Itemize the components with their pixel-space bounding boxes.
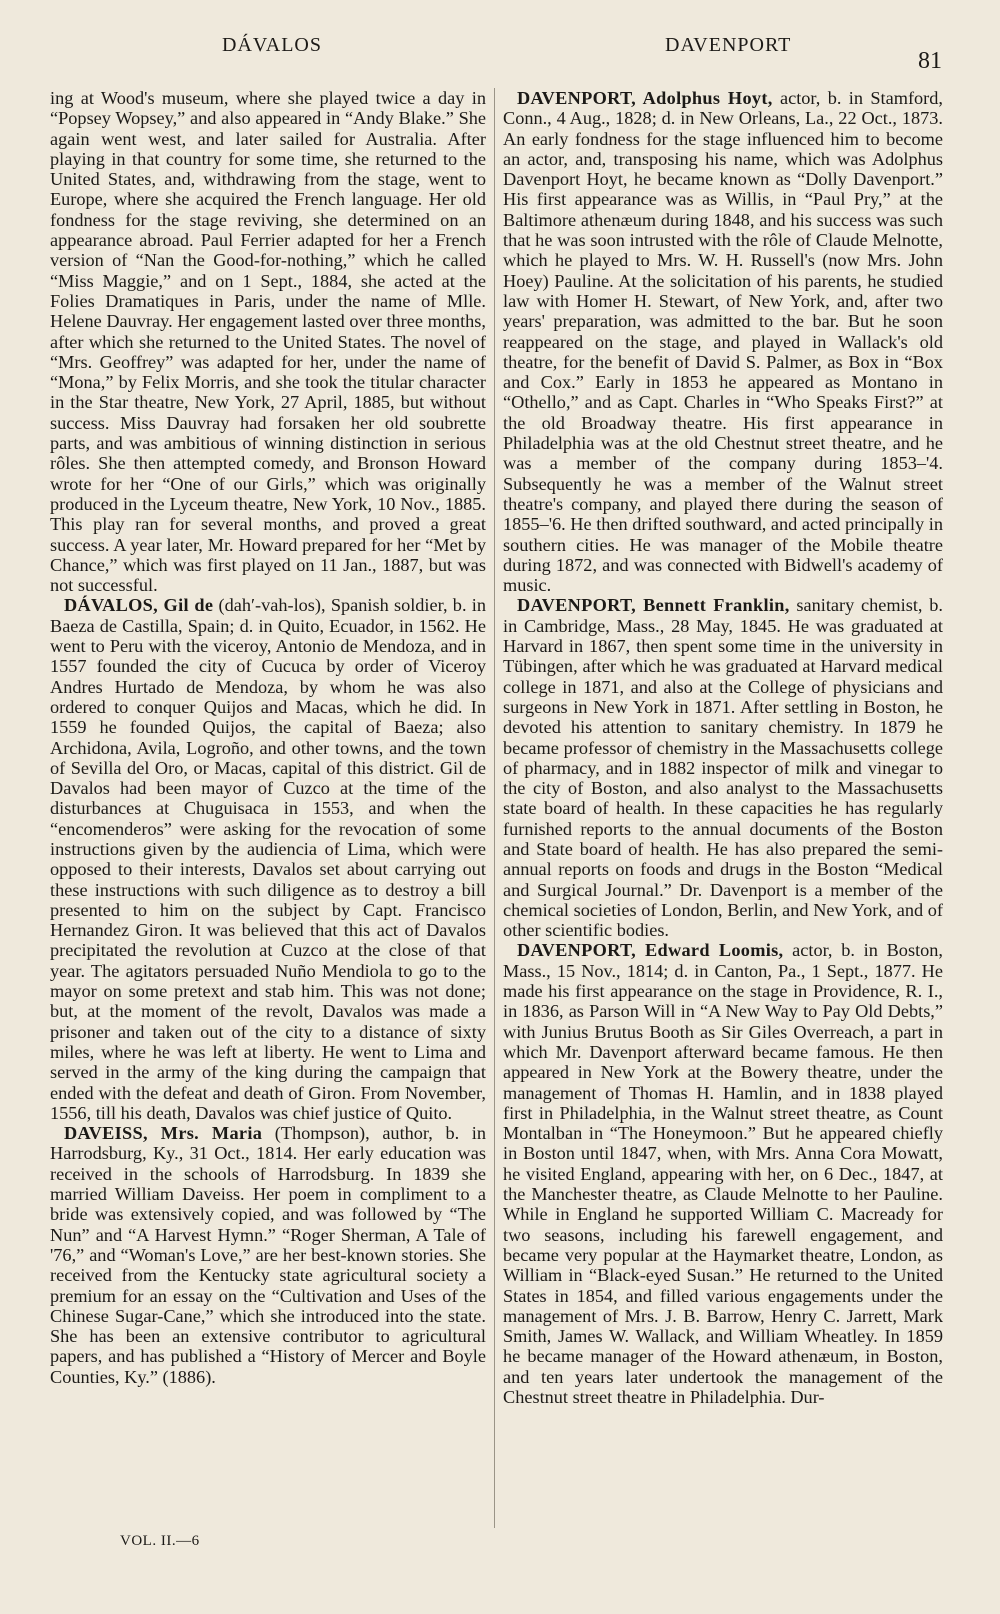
entry-text: (Thompson), author, b. in Harrodsburg, Ky., 31 Oct., 1814. Her early education was received in the schools of Harrodsburg. In 1839 she married William Daveiss. Her poem in compliment to a bride was extensively copied, and was followed by “The Nun” and “A Harvest Hymn.” “Roger Sherman, A Tale of '76,” and “Woman's Love,” are her best-known stories. She received from the Kentucky state agricultural society a premium for an essay on the “Cultivation and Uses of the Chinese Sugar-Cane,” which she introduced into the state. She has been an extensive contributor to agricultural papers, and has published a “History of Mercer and Boyle Counties, Ky.” (1886). — [50, 1123, 486, 1387]
entry-text: (dah′-vah-los), Spanish soldier, b. in Baeza de Castilla, Spain; d. in Quito, Ecuador, in 1562. He went to Peru with the viceroy, Antonio de Mendoza, and in 1557 founded the city of Cucuca by order of Viceroy Andres Hurtado de Mendoza, by whom he was also ordered to conquer Quijos and Macas, which he did. In 1559 he founded Quijos, the capital of Baeza; also Archidona, Avila, Logroño, and other towns, and the town of Sevilla del Oro, or Macas, capital of this district. Gil de Davalos had been mayor of Cuzco at the time of the disturbances at Chuguisaca in 1553, and when the “encomenderos” were asking for the revocation of some instructions given by the audiencia of Lima, which were opposed to their interests, Davalos set about carrying out these instructions with such diligence as to destroy a bill presented to him on the subject by Capt. Francisco Hernandez Giron. It was believed that this act of Davalos precipitated the revolution at Cuzco at the close of that year. The agitators persuaded Nuño Mendiola to go to the mayor on some pretext and stab him. This was not done; but, at the moment of the revolt, Davalos was made a prisoner and taken out of the city to a distance of sixty miles, where he was left at liberty. He went to Lima and served in the army of the king during the campaign that ended with the defeat and death of Giron. From November, 1556, till his death, Davalos was chief justice of Quito. — [50, 595, 486, 1123]
entry-heading: DAVEISS, Mrs. Maria — [64, 1123, 263, 1144]
entry-heading: DAVENPORT, Bennett Franklin, — [517, 595, 790, 616]
left-column — [50, 88, 486, 1387]
entry-heading: DÁVALOS, Gil de — [64, 595, 214, 616]
entry-heading: DAVENPORT, Adolphus Hoyt, — [517, 88, 773, 108]
running-head-left: DÁVALOS — [222, 34, 322, 56]
entry-davenport-bennett — [503, 595, 943, 940]
entry-text: sanitary chemist, b. in Cambridge, Mass., 28 May, 1845. He was graduated at Harvard in 1867, then spent some time in the university in Tübingen, after which he was graduated at Harvard medical college in 1871, and also at the College of physicians and surgeons in New York in 1871. After settling in Boston, he devoted his attention to sanitary chemistry. In 1879 he became professor of chemistry in the Massachusetts college of pharmacy, and in 1882 inspector of milk and vinegar to the city of Boston, and also analyst to the Massachusetts state board of health. In these capacities he has regularly furnished reports to the annual documents of the Boston and State board of health. He has also prepared the semi-annual reports on foods and drugs in the Boston “Medical and Surgical Journal.” Dr. Davenport is a member of the chemical societies of London, Berlin, and New York, and of other scientific bodies. — [503, 595, 943, 941]
continued-entry-text: ing at Wood's museum, where she played twice a day in “Popsey Wopsey,” and also appeared in “Andy Blake.” She again went west, and later sailed for Australia. After playing in that country for some time, she returned to the United States, and, withdrawing from the stage, went to Europe, where she acquired the French language. Her old fondness for the stage reviving, she determined on an appearance abroad. Paul Ferrier adapted for her a French version of “Nan the Good-for-nothing,” which he called “Miss Maggie,” and on 1 Sept., 1884, she acted at the Folies Dramatiques in Paris, under the name of Mlle. Helene Dauvray. Her engagement lasted over three months, after which she returned to the United States. The novel of “Mrs. Geoffrey” was adapted for her, under the name of “Mona,” by Felix Morris, and she took the titular character in the Star theatre, New York, 27 April, 1885, but without success. Miss Dauvray had forsaken her old soubrette parts, and was ambitious of winning distinction in serious rôles. She then attempted comedy, and Bronson Howard wrote for her “One of our Girls,” which was originally produced in the Lyceum theatre, New York, 10 Nov., 1885. This play ran for several months, and proved a great success. A year later, Mr. Howard prepared for her “Met by Chance,” which was first played on 11 Jan., 1887, but was not successful. — [50, 88, 486, 596]
right-column — [503, 88, 943, 1407]
signature-mark: VOL. II.—6 — [120, 1533, 200, 1549]
entry-daveiss — [50, 1123, 486, 1387]
entry-text: actor, b. in Stamford, Conn., 4 Aug., 1828; d. in New Orleans, La., 22 Oct., 1873. An early fondness for the stage influenced him to become an actor, and, transposing his name, which was Adolphus Davenport Hoyt, he became known as “Dolly Davenport.” His first appearance was as Willis, in “Paul Pry,” at the Baltimore athenæum during 1848, and his success was such that he was soon intrusted with the rôle of Claude Melnotte, which he played to Mrs. W. H. Russell's (now Mrs. John Hoey) Pauline. At the solicitation of his parents, he studied law with Homer H. Stewart, of New York, and, after two years' preparation, was admitted to the bar. But he soon reappeared on the stage, and played in Wallack's old theatre, for the benefit of David S. Palmer, as Box in “Box and Cox.” Early in 1853 he appeared as Montano in “Othello,” and as Capt. Charles in “Who Speaks First?” at the old Broadway theatre. His first appearance in Philadelphia was at the old Chestnut street theatre, and he was a member of the company during 1853–'4. Subsequently he was a member of the Walnut street theatre's company, and played there during the season of 1855–'6. He then drifted southward, and acted principally in southern cities. He was manager of the Mobile theatre during 1872, and was connected with Bidwell's academy of music. — [503, 88, 943, 596]
entry-davenport-adolphus — [503, 88, 943, 595]
entry-davenport-edward — [503, 940, 943, 1407]
entry-text: actor, b. in Boston, Mass., 15 Nov., 1814; d. in Canton, Pa., 1 Sept., 1877. He made his first appearance on the stage in Providence, R. I., in 1836, as Parson Will in “A New Way to Pay Old Debts,” with Junius Brutus Booth as Sir Giles Overreach, a part in which Mr. Davenport afterward became famous. He then appeared in New York at the Bowery theatre, under the management of Thomas H. Hamlin, and in 1838 played first in Philadelphia, in the Walnut street theatre, as Count Montalban in “The Honeymoon.” But he appeared chiefly in Boston until 1847, when, with Mrs. Anna Cora Mowatt, he visited England, appearing with her, on 6 Dec., 1847, at the Manchester theatre, as Claude Melnotte to her Pauline. While in England he supported William C. Macready for two seasons, including his farewell engagement, and became very popular at the Haymarket theatre, London, as William in “Black-eyed Susan.” He returned to the United States in 1854, and filled various engagements under the management of Mrs. J. B. Barrow, Henry C. Jarrett, Mark Smith, James W. Wallack, and William Wheatley. In 1859 he became manager of the Howard athenæum, in Boston, and ten years later undertook the management of the Chestnut street theatre in Philadelphia. Dur- — [503, 940, 943, 1407]
entry-davalos — [50, 595, 486, 1123]
column-divider — [494, 88, 495, 1528]
entry-heading: DAVENPORT, Edward Loomis, — [517, 940, 784, 961]
running-head-right: DAVENPORT — [665, 34, 792, 56]
page-number: 81 — [918, 48, 942, 74]
